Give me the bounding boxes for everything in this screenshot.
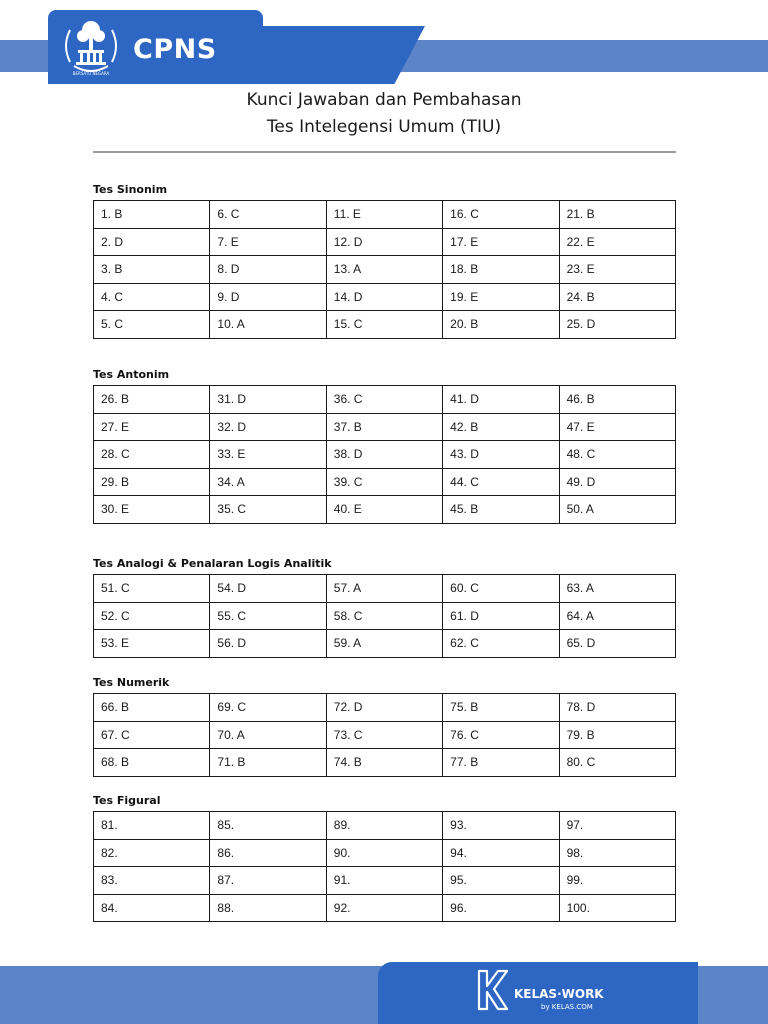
answer-cell: 81. (94, 812, 210, 840)
answer-cell: 59. A (326, 630, 442, 658)
title-divider (93, 151, 676, 153)
answer-cell: 83. (94, 867, 210, 895)
answer-cell: 21. B (559, 201, 675, 229)
answer-cell: 33. E (210, 441, 326, 469)
answer-cell: 72. D (326, 694, 442, 722)
answer-cell: 97. (559, 812, 675, 840)
answer-cell: 98. (559, 839, 675, 867)
answer-cell: 60. C (443, 575, 559, 603)
answer-cell: 57. A (326, 575, 442, 603)
table-row (94, 630, 676, 658)
answer-cell: 1. B (94, 201, 210, 229)
answer-cell: 24. B (559, 283, 675, 311)
answer-cell: 26. B (94, 386, 210, 414)
answer-cell: 41. D (443, 386, 559, 414)
answer-cell: 5. C (94, 311, 210, 339)
section-title: Tes Antonim (93, 368, 170, 381)
answer-cell: 14. D (326, 283, 442, 311)
answer-cell: 74. B (326, 749, 442, 777)
answer-cell: 32. D (210, 413, 326, 441)
answer-cell: 96. (443, 894, 559, 922)
document-title-line2: Tes Intelegensi Umum (TIU) (266, 117, 502, 137)
answer-cell: 28. C (94, 441, 210, 469)
answer-cell: 17. E (443, 228, 559, 256)
answer-cell: 47. E (559, 413, 675, 441)
answer-cell: 76. C (443, 721, 559, 749)
answer-cell: 51. C (94, 575, 210, 603)
cpns-emblem-icon (58, 16, 124, 80)
answer-cell: 73. C (326, 721, 442, 749)
answer-cell: 53. E (94, 630, 210, 658)
table-row (94, 894, 676, 922)
answer-cell: 69. C (210, 694, 326, 722)
section-title: Tes Figural (93, 794, 161, 807)
table-row (94, 602, 676, 630)
table-row (94, 749, 676, 777)
answer-cell: 55. C (210, 602, 326, 630)
answer-cell: 85. (210, 812, 326, 840)
table-row (94, 256, 676, 284)
answer-cell: 42. B (443, 413, 559, 441)
answer-cell: 43. D (443, 441, 559, 469)
section-title: Tes Analogi & Penalaran Logis Analitik (93, 557, 332, 570)
table-row (94, 413, 676, 441)
answer-table-antonim (93, 385, 676, 524)
answer-cell: 63. A (559, 575, 675, 603)
table-row (94, 441, 676, 469)
answer-cell: 6. C (210, 201, 326, 229)
answer-cell: 36. C (326, 386, 442, 414)
answer-table-figural (93, 811, 676, 922)
answer-cell: 22. E (559, 228, 675, 256)
answer-cell: 56. D (210, 630, 326, 658)
answer-cell: 3. B (94, 256, 210, 284)
answer-table-numerik (93, 693, 676, 777)
answer-cell: 13. A (326, 256, 442, 284)
table-row (94, 468, 676, 496)
answer-cell: 20. B (443, 311, 559, 339)
answer-cell: 11. E (326, 201, 442, 229)
table-row (94, 812, 676, 840)
answer-cell: 54. D (210, 575, 326, 603)
answer-cell: 89. (326, 812, 442, 840)
answer-cell: 100. (559, 894, 675, 922)
answer-cell: 94. (443, 839, 559, 867)
answer-cell: 12. D (326, 228, 442, 256)
answer-cell: 37. B (326, 413, 442, 441)
answer-cell: 65. D (559, 630, 675, 658)
answer-cell: 31. D (210, 386, 326, 414)
answer-cell: 16. C (443, 201, 559, 229)
answer-cell: 58. C (326, 602, 442, 630)
answer-cell: 70. A (210, 721, 326, 749)
table-row (94, 201, 676, 229)
answer-cell: 15. C (326, 311, 442, 339)
answer-cell: 84. (94, 894, 210, 922)
footer-brand-sub: by KELAS.COM (541, 1003, 593, 1011)
answer-cell: 2. D (94, 228, 210, 256)
table-row (94, 575, 676, 603)
answer-cell: 10. A (210, 311, 326, 339)
answer-cell: 7. E (210, 228, 326, 256)
answer-cell: 88. (210, 894, 326, 922)
table-row (94, 311, 676, 339)
answer-cell: 48. C (559, 441, 675, 469)
answer-cell: 23. E (559, 256, 675, 284)
answer-cell: 4. C (94, 283, 210, 311)
answer-cell: 38. D (326, 441, 442, 469)
answer-cell: 61. D (443, 602, 559, 630)
answer-cell: 67. C (94, 721, 210, 749)
answer-cell: 46. B (559, 386, 675, 414)
table-row (94, 721, 676, 749)
answer-cell: 91. (326, 867, 442, 895)
table-row (94, 228, 676, 256)
answer-cell: 19. E (443, 283, 559, 311)
answer-cell: 50. A (559, 496, 675, 524)
answer-cell: 93. (443, 812, 559, 840)
table-row (94, 839, 676, 867)
kelas-work-k-icon (476, 968, 510, 1012)
table-row (94, 694, 676, 722)
document-title-line1: Kunci Jawaban dan Pembahasan (246, 90, 522, 110)
answer-cell: 86. (210, 839, 326, 867)
table-row (94, 496, 676, 524)
table-row (94, 283, 676, 311)
answer-cell: 18. B (443, 256, 559, 284)
answer-cell: 29. B (94, 468, 210, 496)
answer-cell: 79. B (559, 721, 675, 749)
footer-brand: KELAS·WORK (514, 987, 604, 1001)
section-title: Tes Sinonim (93, 183, 168, 196)
table-row (94, 867, 676, 895)
answer-cell: 62. C (443, 630, 559, 658)
answer-cell: 64. A (559, 602, 675, 630)
answer-cell: 27. E (94, 413, 210, 441)
answer-cell: 66. B (94, 694, 210, 722)
answer-cell: 82. (94, 839, 210, 867)
answer-cell: 39. C (326, 468, 442, 496)
answer-cell: 95. (443, 867, 559, 895)
answer-cell: 77. B (443, 749, 559, 777)
answer-cell: 68. B (94, 749, 210, 777)
table-row (94, 386, 676, 414)
answer-cell: 52. C (94, 602, 210, 630)
answer-cell: 25. D (559, 311, 675, 339)
answer-cell: 80. C (559, 749, 675, 777)
answer-cell: 35. C (210, 496, 326, 524)
brand-title: CPNS (133, 34, 217, 65)
section-title: Tes Numerik (93, 676, 170, 689)
answer-cell: 30. E (94, 496, 210, 524)
answer-table-sinonim (93, 200, 676, 339)
answer-cell: 75. B (443, 694, 559, 722)
answer-cell: 34. A (210, 468, 326, 496)
answer-cell: 9. D (210, 283, 326, 311)
answer-cell: 90. (326, 839, 442, 867)
answer-cell: 40. E (326, 496, 442, 524)
answer-cell: 87. (210, 867, 326, 895)
header-logo-slant (255, 26, 425, 84)
answer-cell: 71. B (210, 749, 326, 777)
answer-cell: 8. D (210, 256, 326, 284)
emblem-caption: BERSATU NEGARA (72, 71, 110, 76)
answer-cell: 49. D (559, 468, 675, 496)
answer-cell: 78. D (559, 694, 675, 722)
answer-table-analogi (93, 574, 676, 658)
answer-cell: 92. (326, 894, 442, 922)
answer-cell: 99. (559, 867, 675, 895)
answer-cell: 44. C (443, 468, 559, 496)
answer-cell: 45. B (443, 496, 559, 524)
